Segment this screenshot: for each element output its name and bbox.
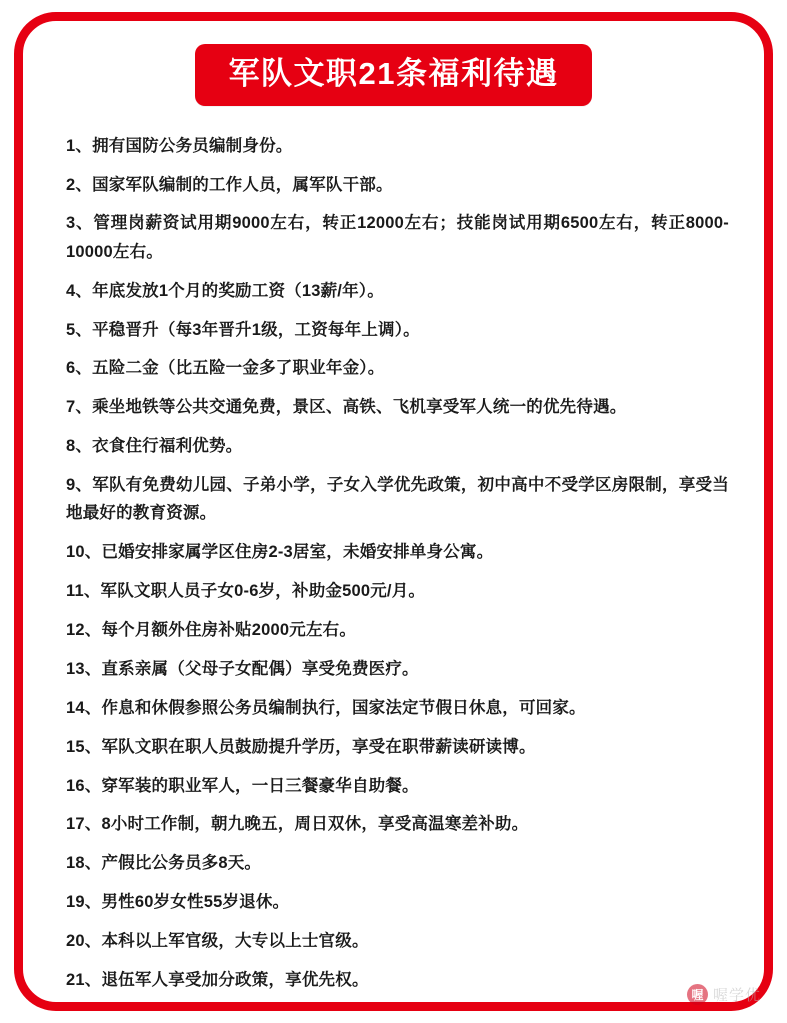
list-item: 21、退伍军人享受加分政策，享优先权。 <box>66 970 369 989</box>
list-item: 8、衣食住行福利优势。 <box>66 437 243 456</box>
list-item: 10、已婚安排家属学区住房2-3居室，未婚安排单身公寓。 <box>66 543 494 562</box>
list-item: 7、乘坐地铁等公共交通免费，景区、高铁、飞机享受军人统一的优先待遇。 <box>66 398 627 417</box>
list-item: 1、拥有国防公务员编制身份。 <box>66 136 293 155</box>
list-item: 12、每个月额外住房补贴2000元左右。 <box>66 621 357 640</box>
list-item: 3、管理岗薪资试用期9000左右，转正12000左右；技能岗试用期6500左右，转正8000-10000左右。 <box>66 214 729 261</box>
list-item: 19、男性60岁女性55岁退休。 <box>66 893 290 912</box>
benefits-list <box>44 132 743 995</box>
watermark <box>687 984 761 1005</box>
list-item: 13、直系亲属（父母子女配偶）享受免费医疗。 <box>66 659 419 678</box>
list-item: 16、穿军装的职业军人，一日三餐豪华自助餐。 <box>66 776 419 795</box>
title-banner <box>195 44 593 106</box>
title-container <box>44 44 743 106</box>
watermark-logo-icon: 喔 <box>687 984 708 1005</box>
list-item: 5、平稳晋升（每3年晋升1级，工资每年上调）。 <box>66 320 420 339</box>
list-item: 6、五险二金（比五险一金多了职业年金）。 <box>66 359 385 378</box>
list-item: 9、军队有免费幼儿园、子弟小学，子女入学优先政策，初中高中不受学区房限制，享受当地最好的教育资源。 <box>66 476 729 523</box>
page-title: 军队文职21条福利待遇 <box>228 56 559 91</box>
list-item: 15、军队文职在职人员鼓励提升学历，享受在职带薪读研读博。 <box>66 737 536 756</box>
list-item: 18、产假比公务员多8天。 <box>66 854 262 873</box>
list-item: 4、年底发放1个月的奖励工资（13薪/年）。 <box>66 281 384 300</box>
list-item: 20、本科以上军官级，大专以上士官级。 <box>66 932 369 951</box>
list-item: 2、国家军队编制的工作人员，属军队干部。 <box>66 175 393 194</box>
watermark-label: 喔学优 <box>712 987 761 1004</box>
list-item: 17、8小时工作制，朝九晚五，周日双休，享受高温寒差补助。 <box>66 815 529 834</box>
list-item: 11、军队文职人员子女0-6岁，补助金500元/月。 <box>66 582 426 601</box>
list-item: 14、作息和休假参照公务员编制执行，国家法定节假日休息，可回家。 <box>66 698 586 717</box>
